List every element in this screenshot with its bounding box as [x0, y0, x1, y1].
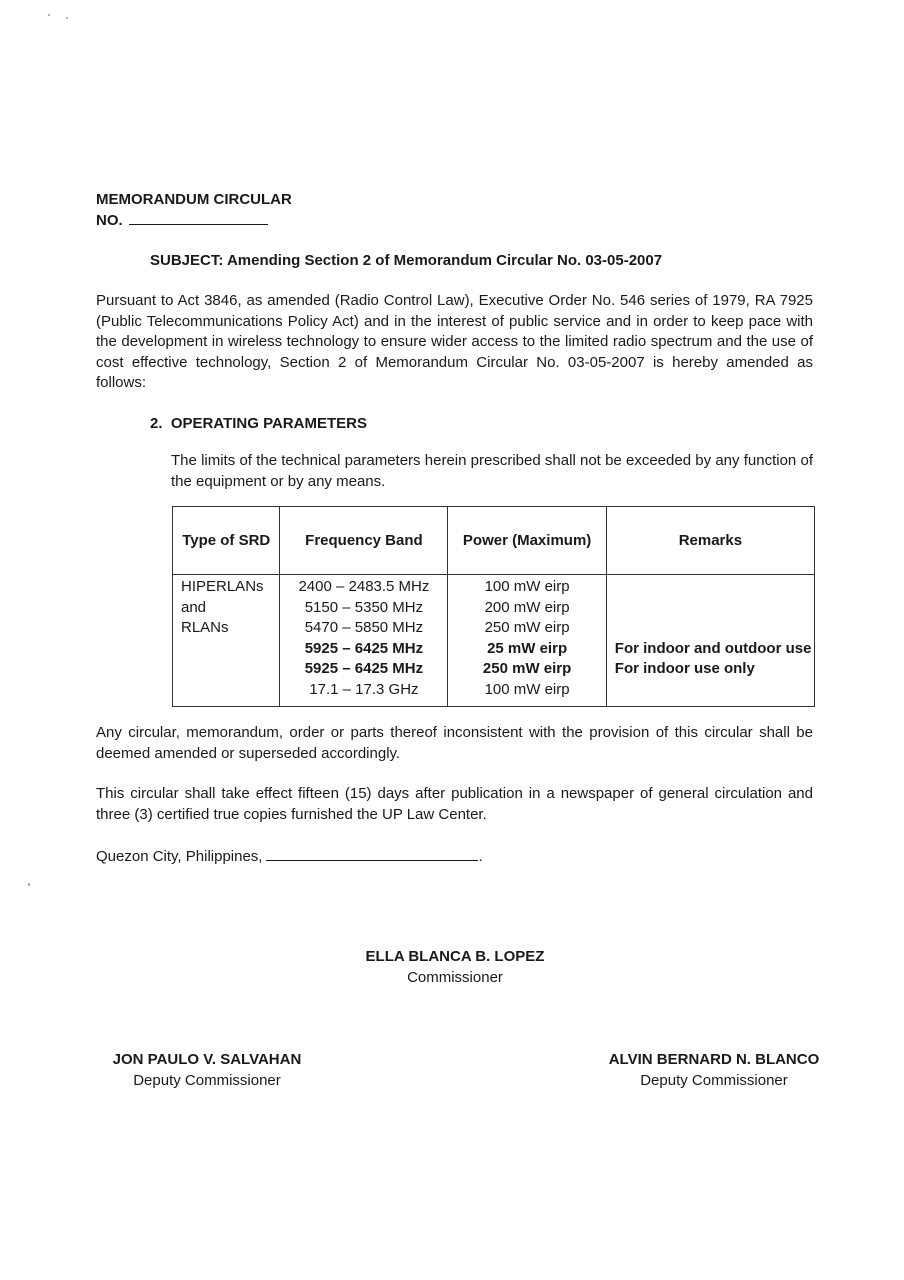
remarks-value: For indoor use only — [614, 660, 755, 678]
signatory-title: Commissioner — [407, 969, 503, 986]
memo-number-label: NO. — [96, 212, 123, 229]
signatory-deputy-left — [96, 1049, 318, 1091]
place-period: . — [478, 848, 483, 865]
memo-subject: SUBJECT: Amending Section 2 of Memorandum Circular No. 03-05-2007 — [150, 252, 663, 269]
column-header-srd-type: Type of SRD — [173, 507, 280, 575]
srd-type-line: and — [181, 598, 207, 616]
srd-type-line: HIPERLANs — [181, 578, 264, 595]
signatory-commissioner — [355, 946, 555, 988]
srd-type-line: RLANs — [181, 619, 229, 637]
section-paragraph: The limits of the technical parameters herein prescribed shall not be exceeded by any function of the equipment or by any means. — [171, 452, 813, 490]
power-value: 250 mW eirp — [484, 619, 570, 637]
remarks-cell — [606, 575, 814, 707]
scan-speck — [66, 17, 68, 19]
signatory-deputy-right — [603, 1049, 825, 1091]
srd-type-cell — [173, 575, 280, 707]
power-value: 100 mW eirp — [484, 680, 570, 698]
remarks-value — [615, 598, 814, 619]
frequency-band-cell — [280, 575, 448, 707]
power-cell — [448, 575, 606, 707]
section-heading: 2. OPERATING PARAMETERS — [150, 415, 367, 432]
memo-number-blank — [129, 210, 268, 225]
power-value: 100 mW eirp — [484, 578, 570, 595]
place-label: Quezon City, Philippines, — [96, 848, 263, 865]
scan-speck — [48, 14, 50, 16]
column-header-power: Power (Maximum) — [448, 507, 606, 575]
remarks-value — [615, 577, 814, 598]
date-blank — [266, 846, 478, 861]
power-value: 250 mW eirp — [482, 660, 572, 678]
signatory-name: ALVIN BERNARD N. BLANCO — [608, 1051, 820, 1068]
operating-parameters-table — [172, 506, 815, 707]
memo-title — [96, 189, 292, 231]
memo-number-line — [96, 210, 292, 231]
scan-speck — [28, 883, 30, 886]
table-header-row — [173, 507, 815, 575]
remarks-value: For indoor and outdoor use — [614, 639, 812, 657]
column-header-frequency-band: Frequency Band — [280, 507, 448, 575]
effectivity-paragraph: This circular shall take effect fifteen (15) days after publication in a newspaper of general circulation and three (3) certified true copies furnished the UP Law Center. — [96, 785, 813, 823]
frequency-band-value: 5470 – 5850 MHz — [304, 619, 424, 637]
remarks-value — [615, 618, 814, 639]
remarks-value — [615, 680, 814, 701]
column-header-remarks: Remarks — [606, 507, 814, 575]
frequency-band-value: 5150 – 5350 MHz — [304, 598, 424, 616]
power-value: 25 mW eirp — [487, 639, 568, 657]
memo-title-line1: MEMORANDUM CIRCULAR — [96, 191, 292, 208]
signatory-name: JON PAULO V. SALVAHAN — [112, 1051, 302, 1068]
frequency-band-value: 2400 – 2483.5 MHz — [298, 578, 430, 595]
frequency-band-value: 5925 – 6425 MHz — [304, 639, 424, 657]
signatory-title: Deputy Commissioner — [133, 1072, 281, 1089]
frequency-band-value: 17.1 – 17.3 GHz — [309, 680, 419, 698]
amend-paragraph: Any circular, memorandum, order or parts thereof inconsistent with the provision of this circular shall be deemed amended or superseded accordingly. — [96, 724, 813, 762]
power-value: 200 mW eirp — [484, 598, 570, 616]
place-line — [96, 846, 483, 865]
signatory-name: ELLA BLANCA B. LOPEZ — [365, 948, 545, 965]
intro-paragraph: Pursuant to Act 3846, as amended (Radio Control Law), Executive Order No. 546 series of 1979, RA 7925 (Public Telecommunications Policy Act) and in the interest of public service and in order to keep pace with the development in wireless technology to ensure wider access to the limited radio spectrum and the use of cost effective technology, Section 2 of Memorandum Circular No. 03-05-2007 is hereby amended as follows: — [96, 292, 813, 391]
frequency-band-value: 5925 – 6425 MHz — [304, 660, 424, 678]
table-row — [173, 575, 815, 707]
signatory-title: Deputy Commissioner — [640, 1072, 788, 1089]
